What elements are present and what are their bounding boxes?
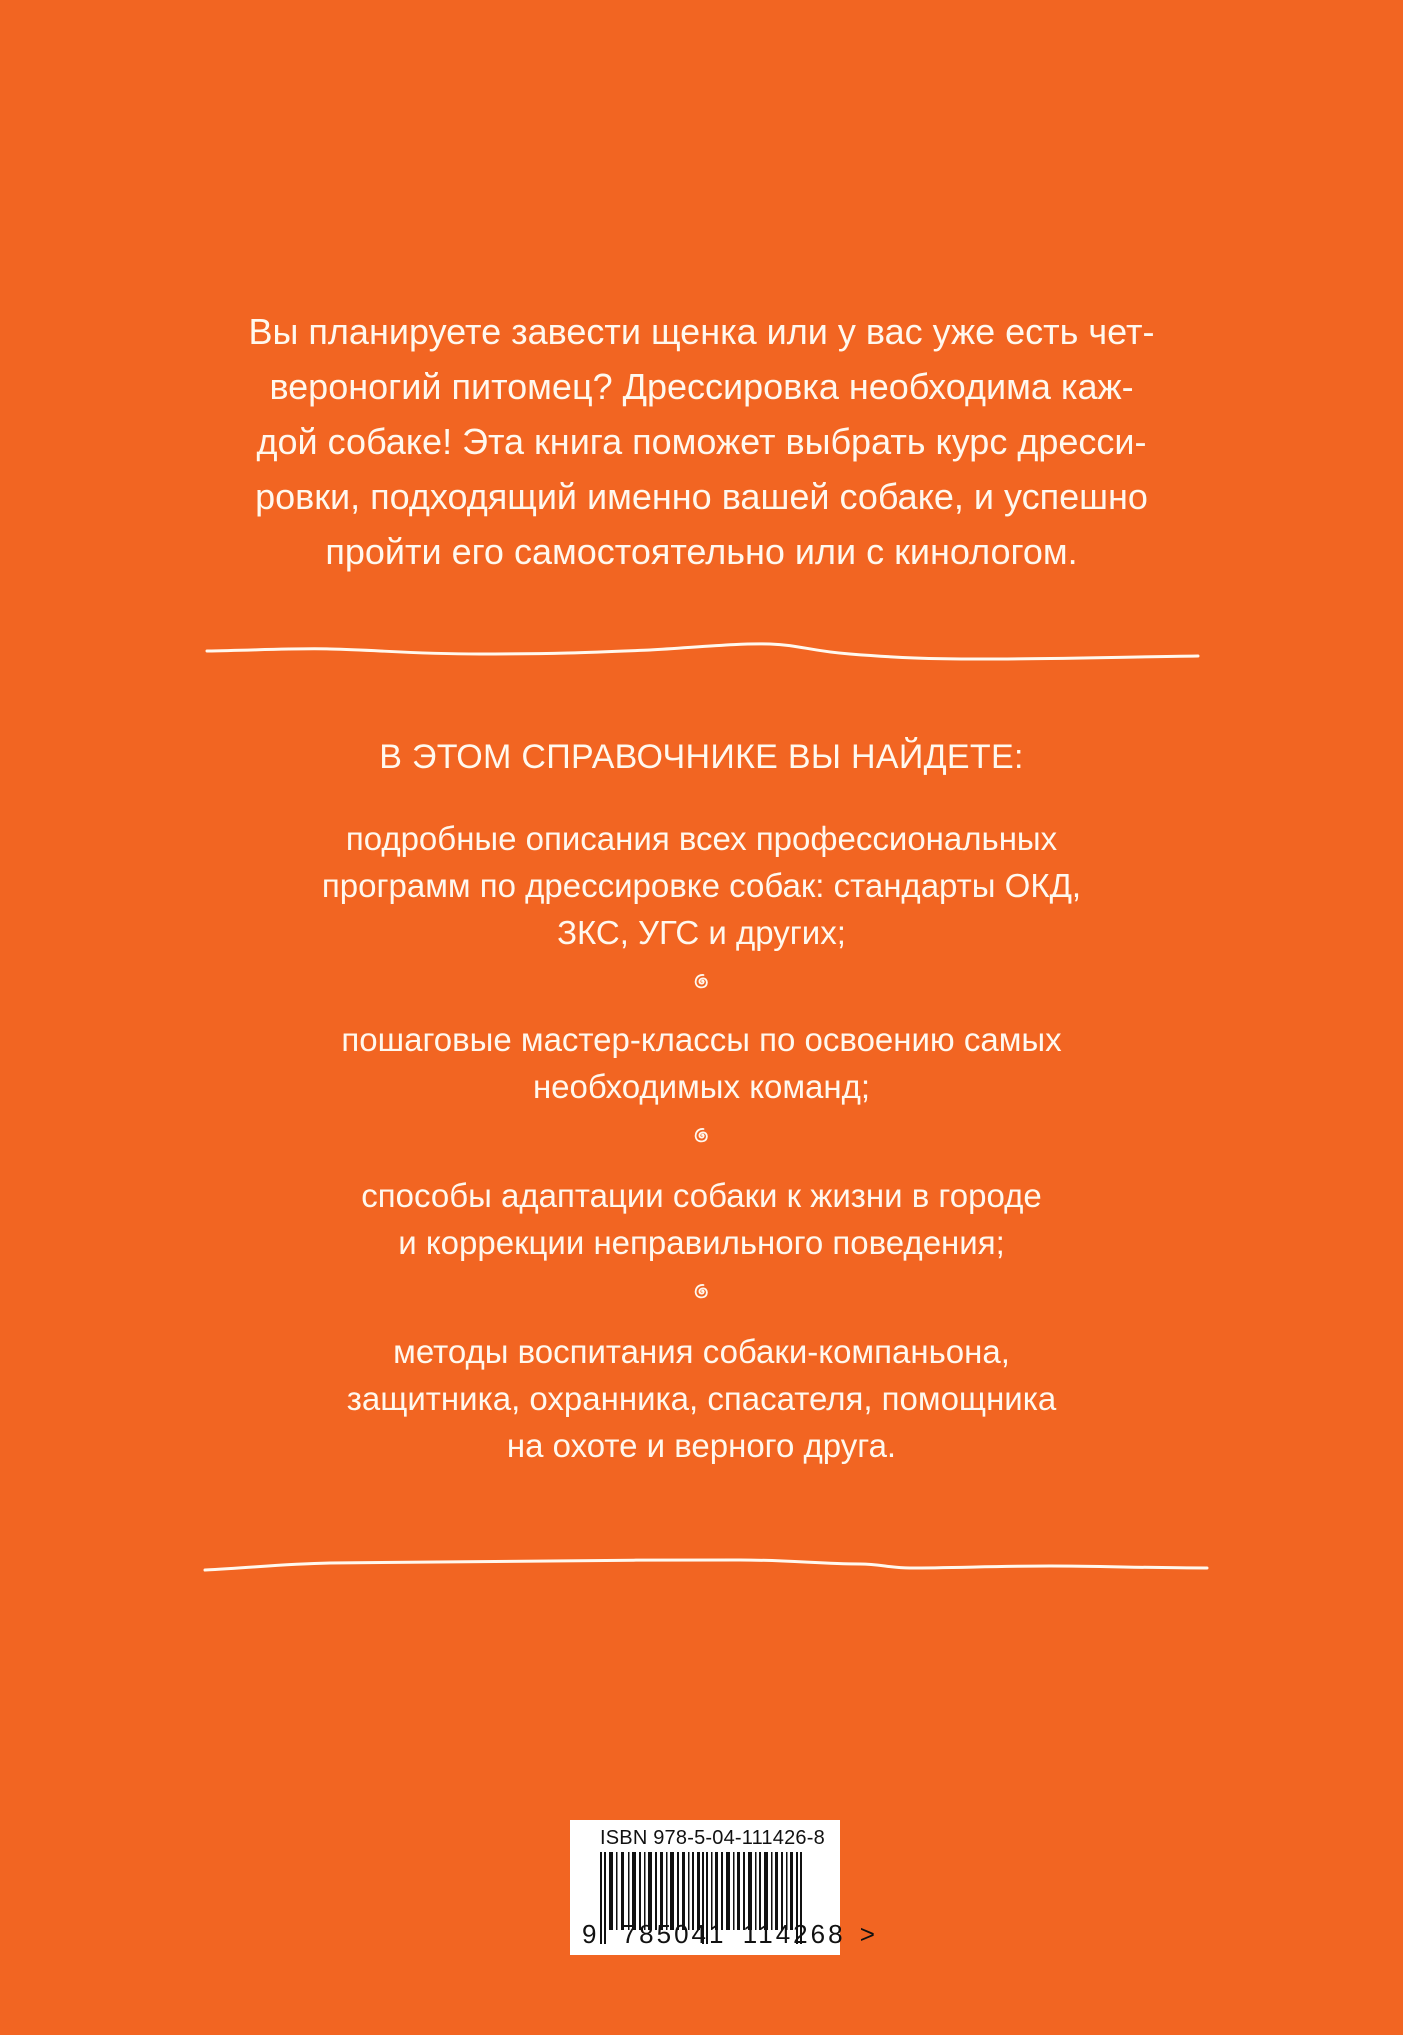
wavy-divider-bottom (0, 1548, 1403, 1588)
feature-line: и коррекции неправильного поведения; (398, 1224, 1005, 1261)
feature-list (0, 815, 1403, 1469)
spiral-bullet (0, 956, 1403, 1016)
intro-line: дой собаке! Эта книга поможет выбрать курс дресси- (256, 421, 1147, 462)
feature-line: на охоте и верного друга. (506, 1427, 897, 1464)
isbn-barcode (570, 1820, 878, 1955)
feature-line: подробные описания всех профессиональных (345, 820, 1058, 857)
barcode-right-group: 114268 (742, 1919, 846, 1949)
feature-line: методы воспитания собаки-компаньона, (393, 1333, 1010, 1370)
barcode-first-digit: 9 (582, 1919, 600, 1949)
feature-line: необходимых команд; (532, 1068, 871, 1105)
intro-line: вероногий питомец? Дрессировка необходима каж- (269, 366, 1134, 407)
feature-line: ЗКС, УГС и других; (557, 914, 846, 951)
barcode-left-group: 785041 (621, 1919, 727, 1949)
intro-line: пройти его самостоятельно или с кинологом. (325, 531, 1078, 572)
wavy-divider-top (0, 630, 1403, 670)
spiral-bullet (0, 1110, 1403, 1172)
intro-paragraph (150, 304, 1253, 579)
spiral-icon (692, 1281, 712, 1301)
feature-line: защитника, охранника, спасателя, помощника (346, 1380, 1057, 1417)
intro-line: ровки, подходящий именно вашей собаке, и успешно (255, 476, 1148, 517)
intro-line: Вы планируете завести щенка или у вас уже есть чет- (248, 311, 1155, 352)
spiral-icon (692, 971, 712, 991)
barcode-digits (582, 1919, 878, 1950)
feature-line: способы адаптации собаки к жизни в городе (361, 1177, 1042, 1214)
feature-line: пошаговые мастер-классы по освоению самых (341, 1021, 1062, 1058)
feature-item (0, 1328, 1403, 1469)
feature-item (0, 1172, 1403, 1266)
section-heading: В ЭТОМ СПРАВОЧНИКЕ ВЫ НАЙДЕТЕ: (379, 738, 1024, 776)
feature-line: программ по дрессировке собак: стандарты ОКД, (321, 867, 1082, 904)
spiral-icon (692, 1125, 712, 1145)
feature-item (0, 1016, 1403, 1110)
spiral-bullet (0, 1266, 1403, 1328)
barcode-marker: > (859, 1919, 878, 1949)
isbn-label: ISBN 978-5-04-111426-8 (600, 1827, 825, 1849)
feature-item (0, 815, 1403, 956)
